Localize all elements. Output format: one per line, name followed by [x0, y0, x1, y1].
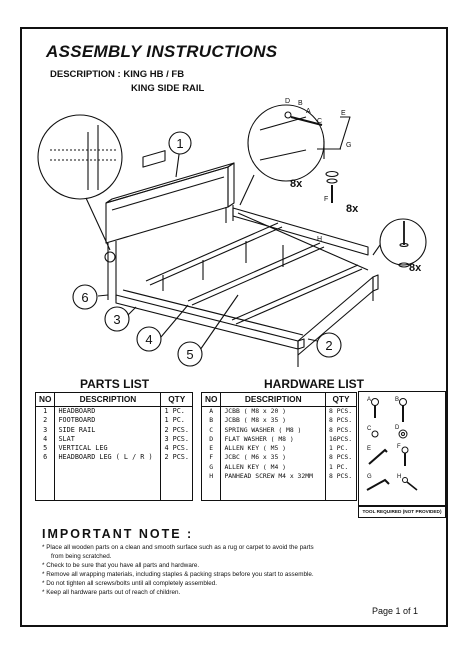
cell: [161, 463, 193, 472]
table-row: [202, 481, 357, 490]
detail-circle-right: [248, 105, 324, 181]
cell: 8 PCS.: [326, 453, 357, 462]
callout-F: F: [324, 196, 329, 203]
bolt-b-icon: [400, 399, 407, 406]
detail-circle-far-right: [380, 219, 426, 265]
icon-label-H: H: [397, 474, 402, 480]
cell: E: [202, 444, 221, 453]
icon-label-B: B: [395, 397, 400, 403]
icon-label-E: E: [367, 446, 372, 452]
allen-key-g-icon: [367, 480, 389, 490]
callout-B: B: [298, 100, 303, 107]
slat-2: [188, 243, 320, 301]
cell: [36, 491, 55, 501]
parts-list-title: PARTS LIST: [80, 377, 150, 391]
cell: C: [202, 426, 221, 435]
cell: H: [202, 472, 221, 481]
callout-2-label: 2: [325, 338, 333, 353]
cell: 6: [36, 453, 55, 462]
icon-label-F: F: [397, 444, 401, 450]
cell: [202, 481, 221, 490]
hardware-col-no: NO: [202, 393, 221, 407]
spring-washer-icon: [372, 431, 378, 437]
cell: [161, 491, 193, 501]
description-line-1: DESCRIPTION : KING HB / FB: [50, 69, 185, 80]
cell: [55, 472, 161, 481]
page-title: ASSEMBLY INSTRUCTIONS: [46, 42, 278, 61]
cell: 16PCS.: [326, 435, 357, 444]
hardware-col-description: DESCRIPTION: [221, 393, 326, 407]
quantity-8x-1: 8x: [290, 178, 303, 190]
quantity-8x-2: 8x: [346, 203, 359, 215]
callout-3-label: 3: [113, 312, 121, 327]
table-row: [36, 481, 193, 490]
cell: FOOTBOARD: [55, 416, 161, 425]
note-item: * Place all wooden parts on a clean and smooth surface such as a rug or carpet to avoid the parts: [42, 544, 314, 551]
table-row: [36, 444, 193, 453]
parts-list-table: [35, 392, 193, 501]
cell: 1 PC.: [326, 463, 357, 472]
note-item: * Check to be sure that you have all parts and hardware.: [42, 562, 200, 569]
table-row: [202, 407, 357, 417]
cell: 4: [36, 435, 55, 444]
bolt-a-icon: [372, 399, 379, 406]
table-row: [36, 491, 193, 501]
detail-circle-left: [38, 115, 122, 199]
headboard-shape: [106, 167, 228, 243]
cell: [161, 472, 193, 481]
cell: [36, 472, 55, 481]
hardware-list-title: HARDWARE LIST: [264, 377, 364, 391]
cell: PANHEAD SCREW M4 x 32MM: [221, 472, 326, 481]
callout-C: C: [317, 118, 323, 125]
cell: [202, 491, 221, 501]
cell: JCBB ( M8 x 35 ): [221, 416, 326, 425]
hardware-icons-box: [358, 391, 446, 506]
side-rail-right-shape: [233, 208, 368, 255]
cell: [36, 481, 55, 490]
hardware-list-table: [201, 392, 357, 501]
hardware-icons: [359, 392, 444, 504]
important-note-list: [42, 543, 442, 597]
note-item: * Keep all hardware parts out of reach of children.: [42, 589, 181, 596]
note-item: from being scratched.: [51, 553, 112, 560]
cell: 1 PC.: [326, 444, 357, 453]
cell: [55, 491, 161, 501]
cell: [36, 463, 55, 472]
table-row: [202, 416, 357, 425]
cell: [161, 481, 193, 490]
callout-6-label: 6: [81, 290, 89, 305]
quantity-8x-3: 8x: [409, 262, 422, 274]
cell: SPRING WASHER ( M8 ): [221, 426, 326, 435]
callout-D: D: [285, 98, 291, 105]
cell: B: [202, 416, 221, 425]
cell: SIDE RAIL: [55, 426, 161, 435]
parts-col-description: DESCRIPTION: [55, 393, 161, 407]
icon-label-C: C: [367, 426, 372, 432]
cell: 2 PCS.: [161, 453, 193, 462]
cell: 2: [36, 416, 55, 425]
table-row: [36, 453, 193, 462]
cell: 1: [36, 407, 55, 417]
description-line-2: KING SIDE RAIL: [131, 83, 205, 94]
cell: 8 PCS.: [326, 472, 357, 481]
cell: JCBB ( M8 x 20 ): [221, 407, 326, 417]
bolt-f-icon: [402, 447, 408, 453]
cell: D: [202, 435, 221, 444]
table-row: [36, 426, 193, 435]
cell: [221, 491, 326, 501]
cell: G: [202, 463, 221, 472]
cell: 1 PC.: [161, 416, 193, 425]
table-row: [36, 416, 193, 425]
cell: [55, 463, 161, 472]
cell: 1 PC.: [161, 407, 193, 417]
parts-col-no: NO: [36, 393, 55, 407]
icon-label-D: D: [395, 425, 400, 431]
note-item: * Do not tighten all screws/bolts until all completely assembled.: [42, 580, 217, 587]
flat-washer-icon: [399, 430, 407, 438]
important-note-title: IMPORTANT NOTE :: [42, 527, 194, 541]
screw-h-icon: [403, 478, 408, 483]
cell: 4 PCS.: [161, 444, 193, 453]
callout-E: E: [341, 110, 346, 117]
cell: 5: [36, 444, 55, 453]
cell: HEADBOARD LEG ( L / R ): [55, 453, 161, 462]
allen-key-e-icon: [369, 450, 387, 464]
assembly-diagram: [28, 95, 448, 375]
cell: A: [202, 407, 221, 417]
cell: FLAT WASHER ( M8 ): [221, 435, 326, 444]
cell: HEADBOARD: [55, 407, 161, 417]
table-row: [202, 444, 357, 453]
table-row: [202, 426, 357, 435]
icon-label-G: G: [367, 474, 372, 480]
callout-4-label: 4: [145, 332, 153, 347]
tool-required-box: [358, 506, 446, 518]
table-row: [36, 435, 193, 444]
table-row: [202, 491, 357, 501]
note-item: * Remove all wrapping materials, including staples & packing straps before you start to assemble.: [42, 571, 314, 578]
cell: 8 PCS.: [326, 407, 357, 417]
icon-label-A: A: [367, 397, 372, 403]
callout-H: H: [317, 236, 323, 243]
cell: 3: [36, 426, 55, 435]
cell: 2 PCS.: [161, 426, 193, 435]
cell: 8 PCS.: [326, 426, 357, 435]
cell: SLAT: [55, 435, 161, 444]
cell: JCBC ( M6 x 35 ): [221, 453, 326, 462]
cell: VERTICAL LEG: [55, 444, 161, 453]
hardware-col-qty: QTY: [326, 393, 357, 407]
cell: 8 PCS.: [326, 416, 357, 425]
table-row: [202, 435, 357, 444]
table-row: [36, 472, 193, 481]
table-row: [36, 407, 193, 417]
table-row: [202, 453, 357, 462]
page-number: Page 1 of 1: [372, 606, 419, 616]
cell: ALLEN KEY ( M5 ): [221, 444, 326, 453]
callout-5-label: 5: [186, 347, 194, 362]
callout-1-label: 1: [176, 136, 184, 151]
callout-A: A: [306, 108, 311, 115]
cell: 3 PCS.: [161, 435, 193, 444]
cell: [326, 481, 357, 490]
parts-col-qty: QTY: [161, 393, 193, 407]
cell: ALLEN KEY ( M4 ): [221, 463, 326, 472]
tool-required-label: TOOL REQUIRED (NOT PROVIDED): [362, 509, 442, 514]
slat-1: [146, 223, 278, 281]
table-row: [36, 463, 193, 472]
cell: [55, 481, 161, 490]
cell: F: [202, 453, 221, 462]
cell: [326, 491, 357, 501]
table-row: [202, 463, 357, 472]
table-row: [202, 472, 357, 481]
cell: [221, 481, 326, 490]
callout-G: G: [346, 142, 352, 149]
